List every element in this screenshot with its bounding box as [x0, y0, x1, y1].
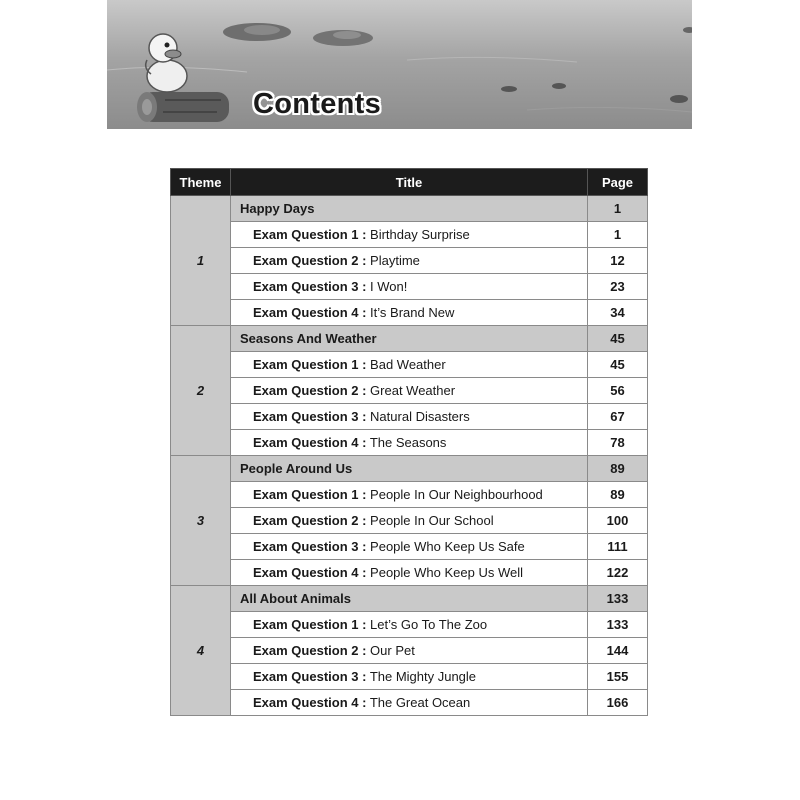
question-title-cell — [231, 534, 588, 560]
question-row — [171, 534, 648, 560]
question-row — [171, 404, 648, 430]
question-title: Bad Weather — [370, 357, 446, 372]
question-label: Exam Question 3 : — [253, 279, 367, 294]
theme-heading-row — [171, 326, 648, 352]
question-page: 111 — [588, 534, 648, 560]
page-title: Contents — [253, 88, 382, 120]
question-label: Exam Question 3 : — [253, 409, 367, 424]
question-page: 1 — [588, 222, 648, 248]
theme-title: All About Animals — [231, 586, 588, 612]
theme-page: 133 — [588, 586, 648, 612]
question-title: I Won! — [370, 279, 408, 294]
question-row — [171, 508, 648, 534]
question-row — [171, 222, 648, 248]
question-title-cell — [231, 560, 588, 586]
theme-number: 4 — [171, 586, 231, 716]
question-label: Exam Question 4 : — [253, 565, 367, 580]
question-row — [171, 482, 648, 508]
question-title: Natural Disasters — [370, 409, 470, 424]
question-title: The Seasons — [369, 435, 447, 450]
question-title-cell — [231, 690, 588, 716]
question-title: People Who Keep Us Safe — [370, 539, 525, 554]
question-title: The Great Ocean — [369, 695, 471, 710]
duck-mascot-icon — [137, 30, 197, 96]
theme-title: People Around Us — [231, 456, 588, 482]
question-title-cell — [231, 482, 588, 508]
question-title: The Mighty Jungle — [369, 669, 477, 684]
question-title-cell — [231, 638, 588, 664]
question-page: 89 — [588, 482, 648, 508]
question-label: Exam Question 4 : — [253, 695, 367, 710]
question-row — [171, 274, 648, 300]
question-label: Exam Question 2 : — [253, 513, 367, 528]
question-title: People In Our Neighbourhood — [370, 487, 543, 502]
question-page: 78 — [588, 430, 648, 456]
question-title-cell — [231, 352, 588, 378]
question-title: Great Weather — [370, 383, 456, 398]
question-title: Playtime — [370, 253, 420, 268]
question-title: Let’s Go To The Zoo — [370, 617, 488, 632]
theme-number: 2 — [171, 326, 231, 456]
theme-number: 1 — [171, 196, 231, 326]
question-title-cell — [231, 612, 588, 638]
theme-page: 89 — [588, 456, 648, 482]
question-title-cell — [231, 404, 588, 430]
question-label: Exam Question 1 : — [253, 617, 367, 632]
question-label: Exam Question 4 : — [253, 435, 367, 450]
question-title-cell — [231, 430, 588, 456]
question-row — [171, 690, 648, 716]
question-row — [171, 638, 648, 664]
theme-heading-row — [171, 586, 648, 612]
question-title: Our Pet — [370, 643, 415, 658]
theme-page: 45 — [588, 326, 648, 352]
question-page: 12 — [588, 248, 648, 274]
question-page: 155 — [588, 664, 648, 690]
question-row — [171, 664, 648, 690]
column-header-title: Title — [231, 169, 588, 196]
theme-heading-row — [171, 456, 648, 482]
theme-number: 3 — [171, 456, 231, 586]
question-row — [171, 560, 648, 586]
question-row — [171, 300, 648, 326]
theme-title: Seasons And Weather — [231, 326, 588, 352]
theme-title: Happy Days — [231, 196, 588, 222]
question-label: Exam Question 1 : — [253, 227, 367, 242]
question-title-cell — [231, 222, 588, 248]
question-page: 166 — [588, 690, 648, 716]
question-title: People Who Keep Us Well — [370, 565, 523, 580]
question-title-cell — [231, 248, 588, 274]
question-row — [171, 612, 648, 638]
theme-heading-row — [171, 196, 648, 222]
question-label: Exam Question 2 : — [253, 383, 367, 398]
question-title: Birthday Surprise — [370, 227, 470, 242]
column-header-theme: Theme — [171, 169, 231, 196]
question-page: 56 — [588, 378, 648, 404]
question-title-cell — [231, 378, 588, 404]
question-page: 23 — [588, 274, 648, 300]
question-label: Exam Question 2 : — [253, 253, 367, 268]
question-title-cell — [231, 664, 588, 690]
question-label: Exam Question 3 : — [253, 669, 367, 684]
question-label: Exam Question 4 : — [253, 305, 367, 320]
question-row — [171, 248, 648, 274]
question-row — [171, 378, 648, 404]
contents-table — [170, 168, 648, 716]
question-page: 100 — [588, 508, 648, 534]
question-label: Exam Question 3 : — [253, 539, 367, 554]
question-label: Exam Question 1 : — [253, 487, 367, 502]
question-page: 122 — [588, 560, 648, 586]
question-row — [171, 430, 648, 456]
question-title-cell — [231, 300, 588, 326]
question-label: Exam Question 1 : — [253, 357, 367, 372]
header-banner — [107, 0, 692, 129]
question-title: People In Our School — [370, 513, 494, 528]
question-page: 133 — [588, 612, 648, 638]
column-header-page: Page — [588, 169, 648, 196]
theme-page: 1 — [588, 196, 648, 222]
question-title: It’s Brand New — [370, 305, 455, 320]
question-page: 45 — [588, 352, 648, 378]
question-page: 144 — [588, 638, 648, 664]
question-title-cell — [231, 274, 588, 300]
question-page: 67 — [588, 404, 648, 430]
question-label: Exam Question 2 : — [253, 643, 367, 658]
question-title-cell — [231, 508, 588, 534]
question-row — [171, 352, 648, 378]
question-page: 34 — [588, 300, 648, 326]
table-header-row — [171, 169, 648, 196]
